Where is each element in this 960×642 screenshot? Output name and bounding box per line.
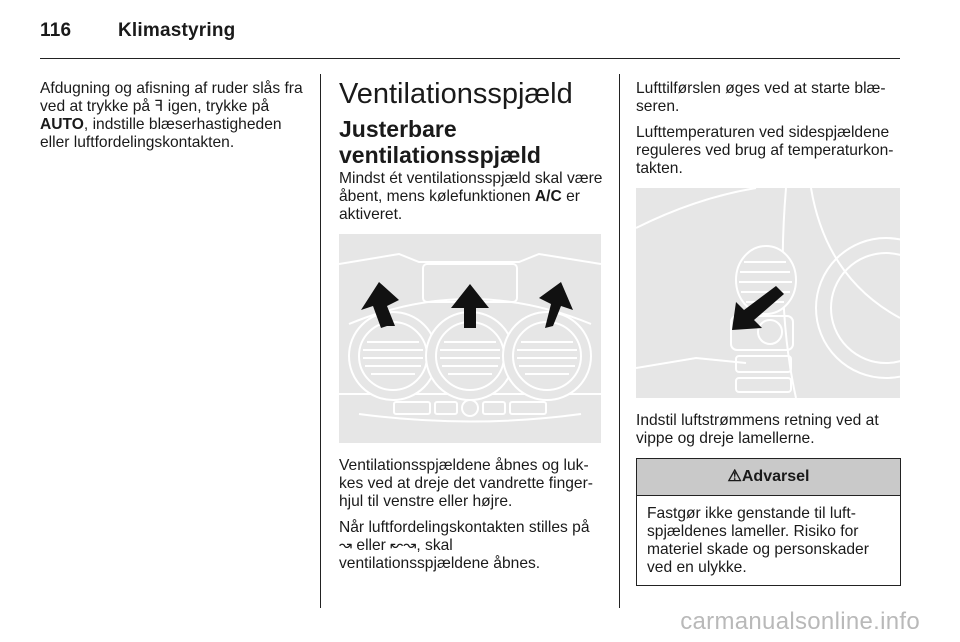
side-vent-drawing — [636, 188, 900, 398]
column-1 — [40, 80, 310, 160]
text: Afdugning og afisning af ruder slås fra ved at trykke på — [40, 80, 303, 115]
text: er aktiveret. — [339, 188, 580, 223]
watermark: carmanualsonline.info — [680, 608, 920, 635]
fingerwheel-paragraph: Ventilationsspjældene åbnes og lukkes ved at dreje det vandrette fingerhjul til venstre eller højre. — [339, 457, 593, 510]
text: eller — [352, 537, 391, 554]
defrost-icon: ꟻ — [154, 98, 164, 115]
warning-box — [636, 458, 901, 586]
text: igen, trykke på — [163, 98, 270, 115]
temperature-paragraph: Lufttemperaturen ved sidespjældene reguleres ved brug af temperaturkontakten. — [636, 124, 894, 177]
warning-icon: ⚠ — [727, 468, 742, 485]
text: , skal ventilationsspjældene åbnes. — [339, 537, 541, 572]
section-heading: Ventilationsspjæld — [339, 78, 573, 110]
face-feet-airflow-icon: ↜↝ — [390, 537, 417, 554]
text: , indstille blæserhastigheden eller luftfordelingskontakten. — [40, 116, 282, 151]
header-divider — [40, 58, 900, 59]
text: Mindst ét ventilationsspjæld skal være åbent, mens kølefunktionen — [339, 170, 603, 205]
column-divider-1 — [320, 74, 321, 608]
feet-airflow-icon: ↝ — [339, 537, 353, 554]
center-vents-drawing — [339, 234, 601, 443]
center-vents-illustration — [339, 234, 601, 443]
page-number: 116 — [40, 20, 72, 41]
warning-title: Advarsel — [741, 468, 810, 485]
section-title: Klimastyring — [118, 20, 236, 41]
column-2 — [339, 74, 604, 581]
warning-body: Fastgør ikke genstande til luftspjældenes lameller. Risiko for materiel skade og personskader ved en ulykke. — [647, 505, 869, 576]
defrost-paragraph — [40, 80, 310, 152]
auto-label: AUTO — [40, 116, 84, 133]
subsection-heading: Justerbare ventilationsspjæld — [339, 116, 541, 168]
blower-paragraph: Lufttilførslen øges ved at starte blæseren. — [636, 80, 886, 115]
text: Når luftfordelingskontakten stilles på — [339, 519, 590, 536]
side-vent-illustration — [636, 188, 900, 398]
lamella-paragraph: Indstil luftstrømmens retning ved at vippe og dreje lamellerne. — [636, 412, 879, 447]
warning-header — [637, 459, 900, 496]
ac-label: A/C — [534, 188, 562, 205]
column-divider-2 — [619, 74, 620, 608]
page-header — [40, 20, 236, 42]
ac-paragraph — [339, 170, 604, 224]
column-3 — [636, 80, 901, 586]
distribution-paragraph — [339, 519, 604, 573]
